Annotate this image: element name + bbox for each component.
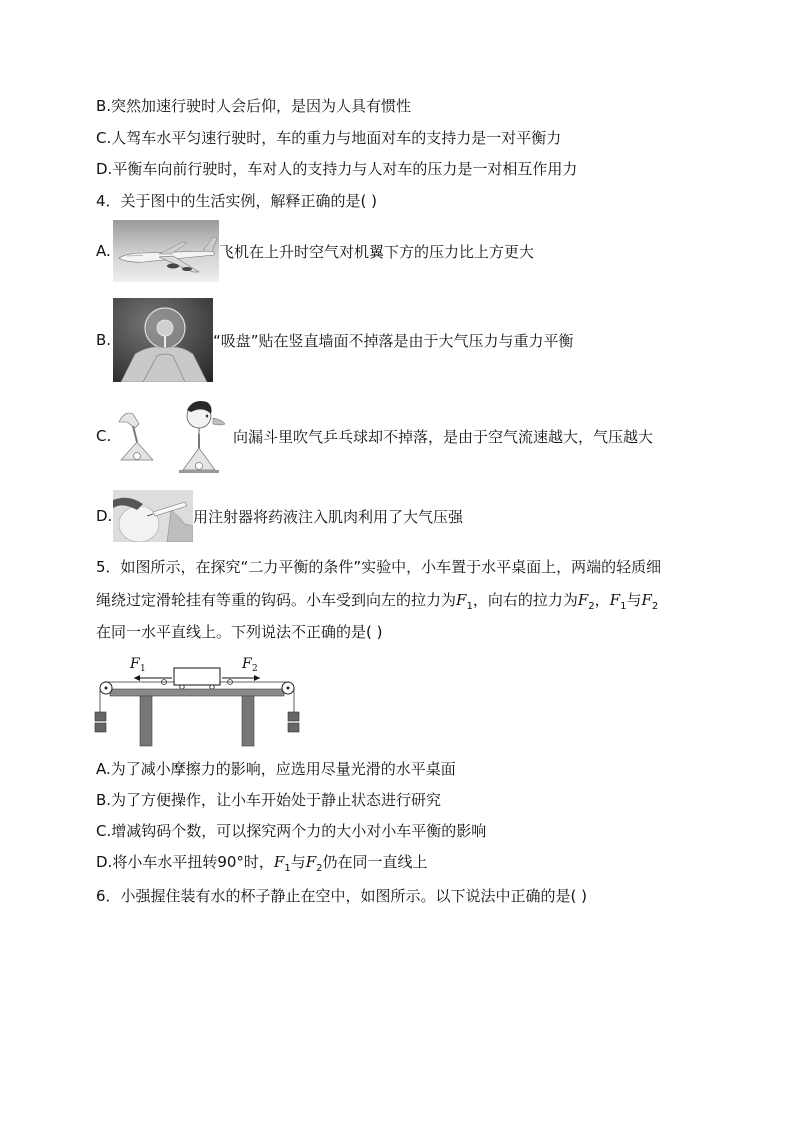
airplane-photo: [113, 220, 219, 282]
q4-option-b-text: “吸盘”贴在竖直墙面不掉落是由于大气压力与重力平衡: [213, 331, 574, 350]
q5-option-c: C.增减钩码个数，可以探究两个力的大小对小车平衡的影响: [96, 822, 487, 840]
q4-option-a-text: 飞机在上升时空气对机翼下方的压力比上方更大: [219, 242, 535, 261]
force-label-f1: F: [130, 656, 140, 672]
q3-option-c: C.人驾车水平匀速行驶时，车的重力与地面对车的支持力是一对平衡力: [96, 129, 562, 147]
option-label: C.: [96, 427, 112, 445]
q4-option-b: [96, 298, 574, 382]
q5-stem-line3: 在同一水平直线上。下列说法不正确的是( ): [96, 623, 383, 641]
force-sub-1: 1: [140, 664, 146, 674]
q5-option-a: A.为了减小摩擦力的影响，应选用尽量光滑的水平桌面: [96, 760, 456, 778]
q3-option-d: D.平衡车向前行驶时，车对人的支持力与人对车的压力是一对相互作用力: [96, 160, 578, 178]
suction-cup-photo: [113, 298, 213, 382]
q4-option-a: [96, 220, 534, 282]
q4-option-c: [96, 396, 653, 476]
force-sub-2: 2: [252, 664, 258, 674]
q6-stem: 6．小强握住装有水的杯子静止在空中，如图所示。以下说法中正确的是( ): [96, 887, 588, 905]
option-label: B.: [96, 331, 112, 349]
q4-option-c-text: 向漏斗里吹气乒乓球却不掉落，是由于空气流速越大，气压越大: [233, 427, 654, 446]
q5-stem-line1: 5．如图所示，在探究“二力平衡的条件”实验中，小车置于水平桌面上，两端的轻质细: [96, 558, 662, 576]
q4-option-d: [96, 490, 463, 542]
funnel-blowing-illustration: [113, 396, 233, 476]
injection-photo: [113, 490, 193, 542]
option-label: D.: [96, 507, 113, 525]
q5-option-d: D.将小车水平扭转90°时，$F_1$与$F_2$仍在同一直线上: [96, 853, 428, 874]
q3-option-b: B.突然加速行驶时人会后仰，是因为人具有惯性: [96, 97, 412, 115]
q5-stem-line2: 绳绕过定滑轮挂有等重的钩码。小车受到向左的拉力为$F_1$，向右的拉力为$F_2$，$F_1$与$F_2$: [96, 591, 659, 612]
force-label-f2: F: [242, 656, 252, 672]
two-force-balance-diagram: [94, 652, 300, 748]
q4-stem: 4．关于图中的生活实例，解释正确的是( ): [96, 192, 378, 210]
q4-option-d-text: 用注射器将药液注入肌肉利用了大气压强: [193, 507, 464, 526]
q5-option-b: B.为了方便操作，让小车开始处于静止状态进行研究: [96, 791, 442, 809]
option-label: A.: [96, 242, 111, 260]
